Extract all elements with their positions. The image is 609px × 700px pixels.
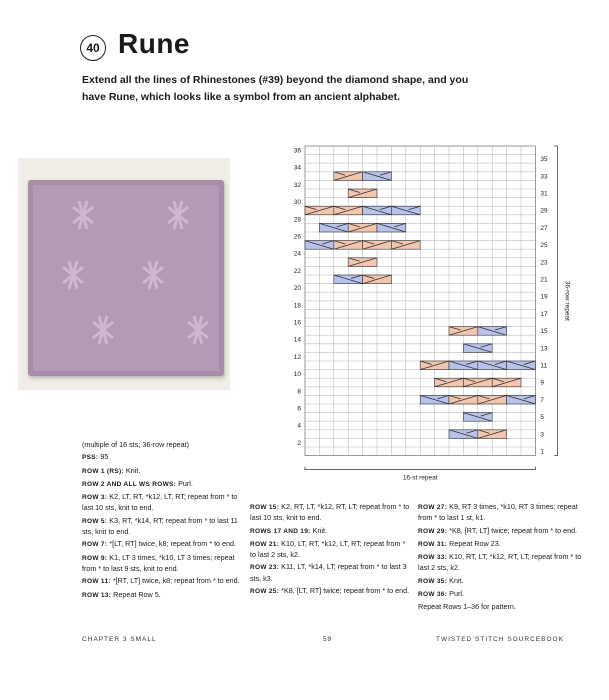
row-label: ROW 25:: [250, 588, 280, 596]
instruction-line: [418, 576, 588, 587]
instruction-line: [250, 502, 410, 524]
intro-text: Extend all the lines of Rhinestones (#39) beyond the diamond shape, and you have Rune, which looks like a symbol from an ancient alphabet.: [82, 74, 469, 103]
row-number-right: 21: [540, 276, 548, 284]
row-number-left: 36: [293, 147, 301, 155]
row-label: ROW 1 (RS):: [82, 467, 124, 475]
row-label: ROW 21:: [250, 540, 280, 548]
row-label: ROW 35:: [418, 577, 448, 585]
row-number-right: 23: [540, 259, 548, 267]
row-text: K10, LT, RT, *k12, LT, RT; repeat from * to last 2 sts, k2.: [250, 538, 406, 560]
row-number-right: 35: [540, 156, 548, 164]
row-number-right: 19: [540, 293, 548, 301]
row-text: K11, LT, *k14, LT; repeat from * to last 3 sts, k3.: [250, 562, 407, 583]
instructions-column-2: [250, 502, 410, 599]
instructions-column-3: [418, 502, 588, 615]
row-number-right: 25: [540, 242, 548, 250]
instruction-line: [418, 589, 588, 600]
row-text: Purl.: [447, 589, 464, 599]
instruction-line: [82, 479, 242, 490]
swatch-motifs: [28, 180, 224, 376]
row-label: PSS:: [82, 454, 99, 462]
row-number-right: 17: [540, 310, 548, 318]
row-label: ROW 11:: [82, 578, 111, 586]
row-number-left: 30: [293, 199, 301, 207]
row-text: K3, RT, *k14, RT; repeat from * to last 11 sts, knit to end.: [82, 515, 238, 537]
instruction-line: [250, 526, 410, 537]
row-number-left: 6: [297, 405, 301, 413]
repeat-bracket: [554, 146, 557, 456]
instruction-line: [82, 539, 242, 550]
row-number-right: 3: [540, 431, 545, 439]
row-label: ROW 33:: [418, 554, 448, 562]
row-number-left: 10: [293, 371, 301, 379]
instruction-line: [250, 539, 410, 561]
row-number-right: 33: [540, 173, 548, 181]
instruction-line: [82, 440, 242, 450]
row-label: ROW 29:: [418, 527, 448, 535]
page-title: Rune: [118, 28, 190, 59]
row-text: K10, RT, LT, *k12, RT, LT; repeat from * to last 2 sts, k2.: [418, 552, 582, 573]
repeat-bracket: [305, 467, 535, 470]
instruction-line: [418, 539, 588, 550]
row-number-left: 20: [293, 285, 301, 293]
row-text: *K8, [LT, RT] twice; repeat from * to end.: [279, 586, 410, 596]
row-number-right: 7: [540, 396, 545, 404]
row-number-right: 5: [540, 414, 545, 422]
row-text: K1, LT 3 times, *k10, LT 3 times; repeat from * to last 9 sts, knit to end.: [82, 552, 235, 573]
knitted-swatch: [28, 180, 224, 376]
row-number-right: 29: [540, 207, 548, 215]
row-text: Repeat Row 5.: [111, 589, 161, 599]
row-number-right: 27: [540, 224, 548, 232]
row-number-left: 24: [293, 250, 301, 258]
instruction-line: [418, 552, 588, 574]
row-text: K9, RT 3 times, *k10, RT 3 times; repeat from * to last 1 st, k1.: [418, 502, 578, 523]
row-number-left: 16: [293, 319, 301, 327]
row-text: Knit.: [310, 525, 327, 535]
instructions-column-1: [82, 440, 242, 603]
row-text: Repeat Row 23.: [447, 538, 501, 548]
instruction-line: [82, 466, 242, 477]
row-number-right: 15: [540, 328, 548, 336]
bottom-label: 16-st repeat: [402, 474, 438, 482]
instruction-line: [418, 602, 588, 612]
instruction-line: [418, 502, 588, 524]
footer-chapter: CHAPTER 3 SMALL: [82, 636, 157, 643]
row-number-left: 22: [293, 267, 301, 275]
footer-book-title: TWISTED STITCH SOURCEBOOK: [436, 636, 564, 643]
row-text: Purl.: [176, 478, 193, 488]
row-label: ROW 31:: [418, 540, 448, 548]
row-label: ROW 15:: [250, 504, 280, 511]
row-text: K2, LT, RT, *k12, LT, RT; repeat from * to last 10 sts, knit to end.: [82, 492, 238, 513]
swatch-photo: [18, 158, 230, 390]
instruction-line: [82, 516, 242, 538]
row-number-left: 4: [297, 422, 301, 430]
footer-page-number: 59: [323, 636, 333, 643]
row-number-right: 31: [540, 190, 548, 198]
instruction-line: [418, 526, 588, 537]
row-label: ROW 5:: [82, 517, 108, 525]
row-text: *K8, [RT, LT] twice; repeat from * to end.: [447, 525, 578, 535]
row-label: ROW 9:: [82, 554, 108, 562]
row-number-right: 1: [540, 448, 545, 456]
row-text: Knit.: [123, 465, 141, 475]
row-number-left: 34: [293, 164, 301, 172]
row-label: ROW 2 AND ALL WS ROWS:: [82, 480, 177, 488]
row-label: ROWS 17 AND 19:: [250, 527, 311, 535]
instruction-line: [82, 590, 242, 601]
row-number-left: 32: [293, 181, 301, 189]
row-label: ROW 36:: [418, 591, 448, 599]
instruction-line: [82, 553, 242, 575]
instruction-line: [250, 562, 410, 584]
row-text: K2, RT, LT, *k12, RT, LT; repeat from * to last 10 sts, knit to end.: [250, 502, 410, 523]
row-text: Repeat Rows 1–36 for pattern.: [418, 602, 516, 612]
instruction-line: [250, 586, 410, 597]
row-number-right: 9: [540, 379, 545, 387]
stitch-chart: [285, 138, 571, 482]
row-number-left: 12: [293, 353, 301, 361]
row-text: *[RT, LT] twice, k8; repeat from * to end.: [110, 576, 240, 586]
row-label: ROW 13:: [82, 591, 112, 599]
row-text: (multiple of 16 sts; 36-row repeat): [82, 440, 190, 449]
row-number-left: 28: [293, 216, 301, 224]
row-number-left: 26: [293, 233, 301, 241]
row-text: Knit.: [447, 575, 464, 585]
row-number-right: 13: [540, 345, 548, 353]
row-label: ROW 7:: [82, 541, 108, 549]
row-number-right: 11: [540, 362, 548, 370]
row-number-left: 14: [293, 336, 301, 344]
instruction-line: [82, 452, 242, 463]
row-label: ROW 23:: [250, 564, 280, 572]
row-label: ROW 27:: [418, 504, 448, 511]
row-number-left: 2: [297, 439, 301, 447]
row-number-left: 18: [293, 302, 301, 310]
row-label: ROW 3:: [82, 494, 108, 502]
side-label: 36-row repeat: [563, 280, 571, 321]
pattern-number: 40: [80, 35, 106, 61]
row-number-left: 8: [297, 388, 301, 396]
instruction-line: [82, 576, 242, 587]
row-text: 95: [98, 452, 109, 462]
row-text: *[LT, RT] twice, k8; repeat from * to end.: [107, 539, 237, 549]
instruction-line: [82, 492, 242, 514]
